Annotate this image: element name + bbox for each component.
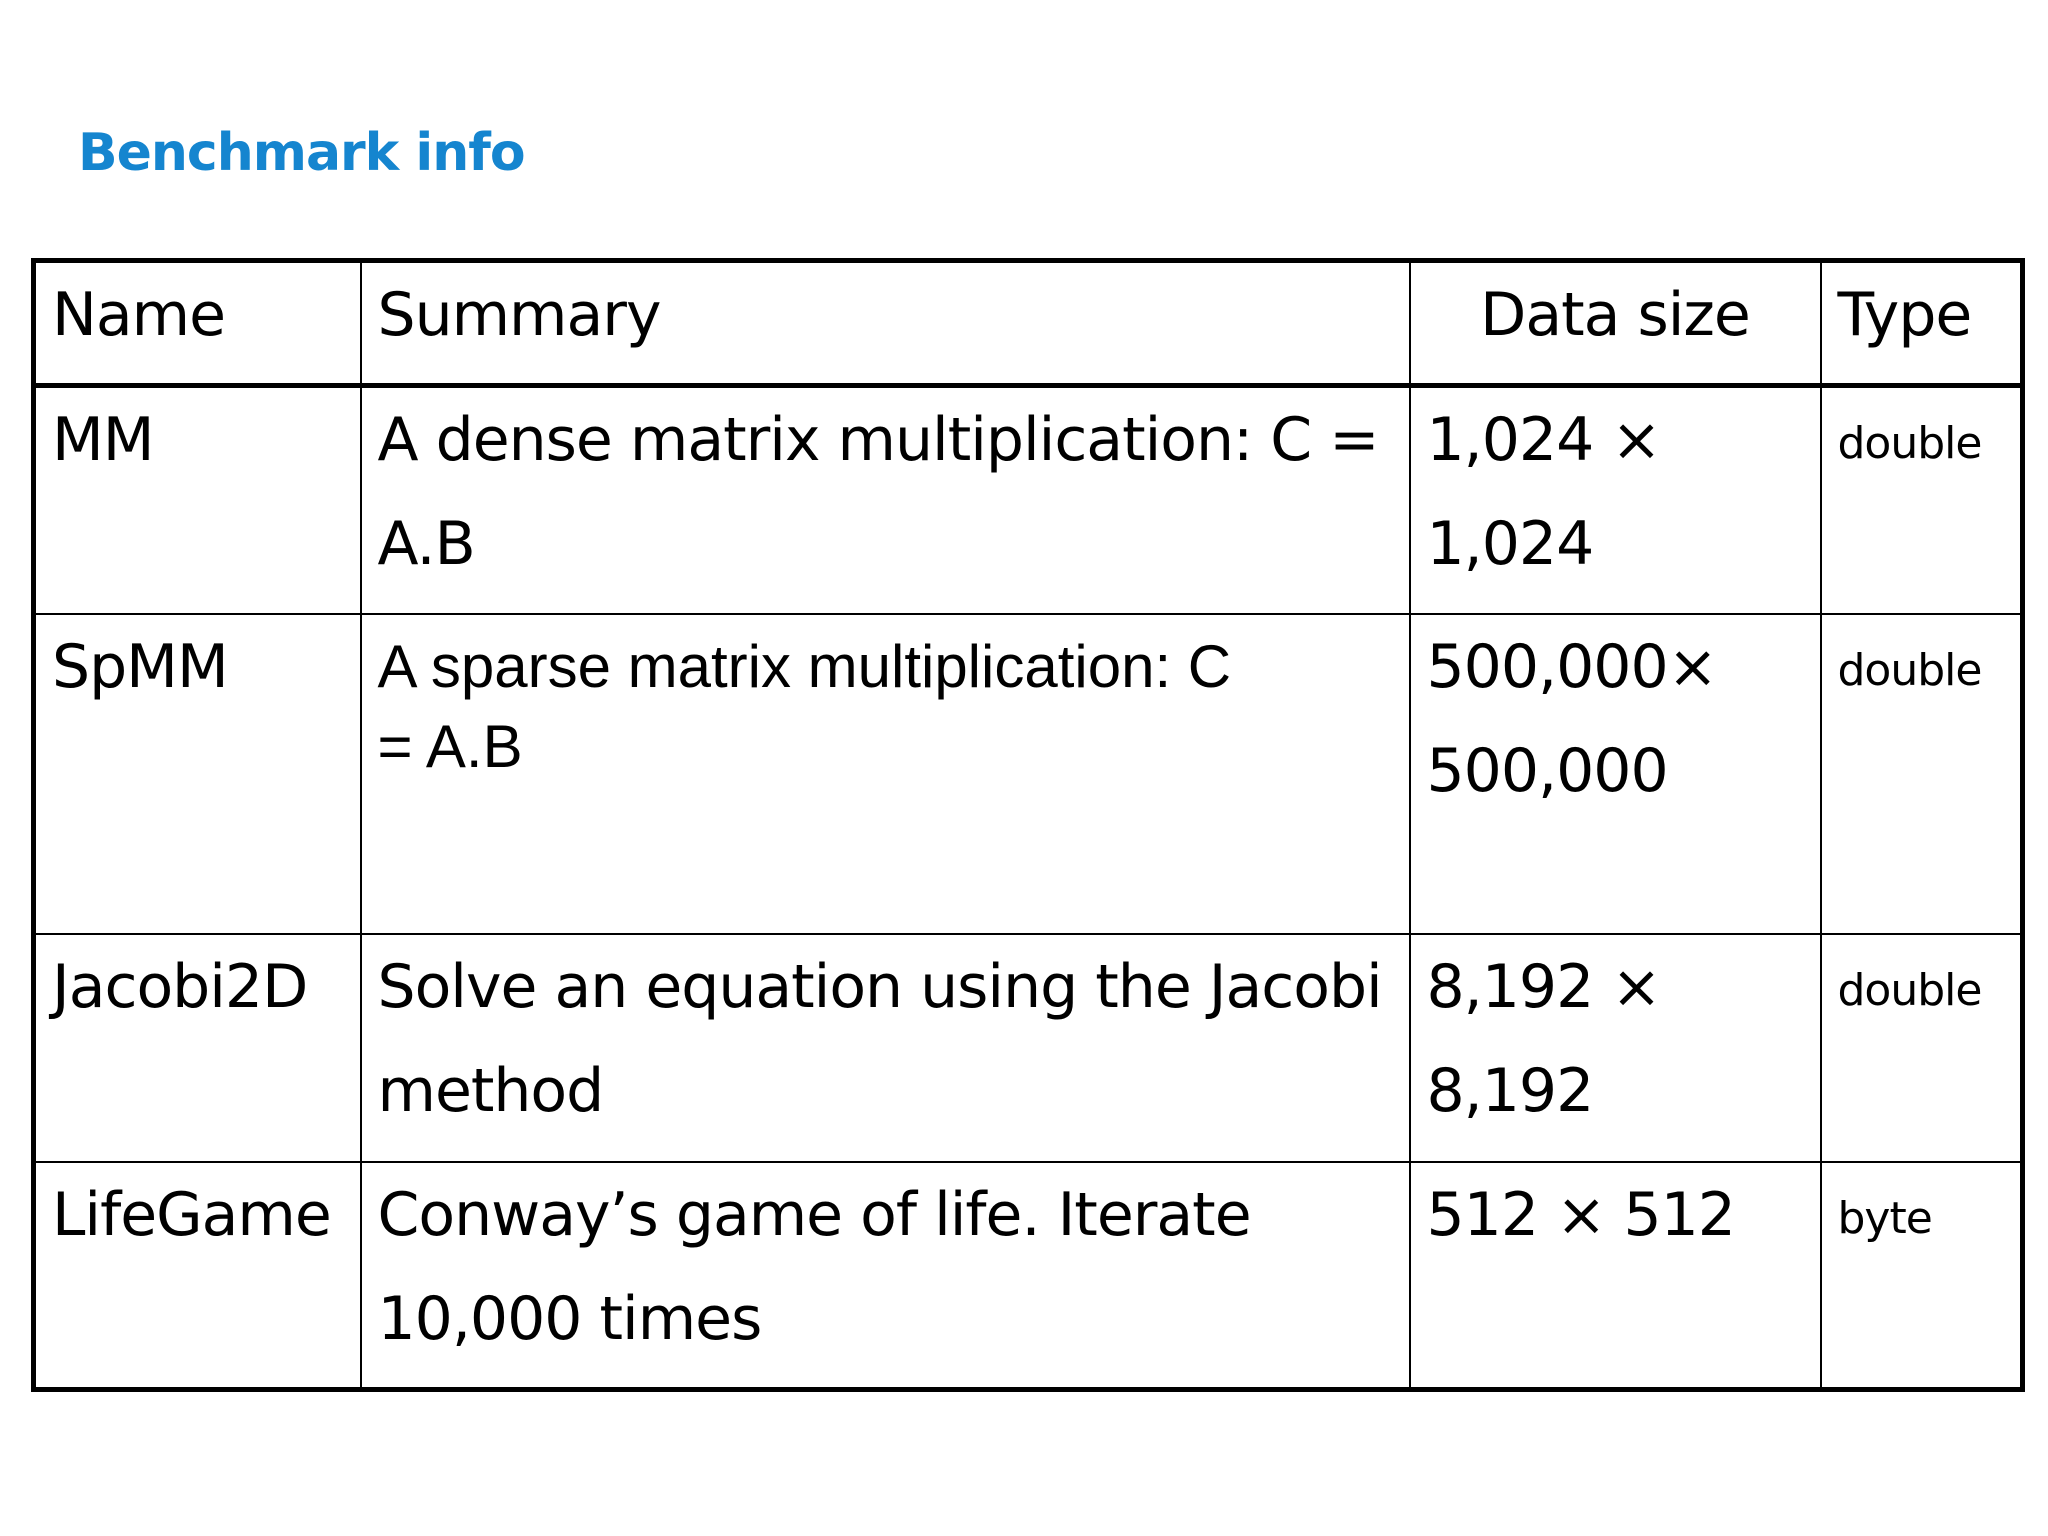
table-row [34, 934, 2023, 1162]
cell-name: Jacobi2D [34, 934, 361, 1162]
table-header-row [34, 261, 2023, 386]
table-row [34, 386, 2023, 614]
header-type: Type [1821, 261, 2023, 386]
cell-summary: Conway’s game of life. Iterate 10,000 times [361, 1162, 1410, 1390]
table-row [34, 1162, 2023, 1390]
cell-data-size: 8,192 × 8,192 [1410, 934, 1821, 1162]
cell-type: byte [1821, 1162, 2023, 1390]
cell-data-size: 512 × 512 [1410, 1162, 1821, 1390]
page-title: Benchmark info [78, 123, 525, 183]
cell-type: double [1821, 614, 2023, 934]
cell-name: LifeGame [34, 1162, 361, 1390]
cell-summary-line: = A.B [377, 712, 523, 780]
cell-data-size: 500,000× 500,000 [1410, 614, 1821, 934]
benchmark-table [31, 258, 2025, 1392]
table-row [34, 614, 2023, 934]
cell-summary-line: A sparse matrix multiplication: C [377, 632, 1232, 700]
cell-summary [361, 614, 1410, 934]
header-data-size: Data size [1410, 261, 1821, 386]
cell-type: double [1821, 934, 2023, 1162]
header-summary: Summary [361, 261, 1410, 386]
cell-summary: Solve an equation using the Jacobi method [361, 934, 1410, 1162]
cell-summary: A dense matrix multiplication: C = A.B [361, 386, 1410, 614]
cell-name: MM [34, 386, 361, 614]
header-name: Name [34, 261, 361, 386]
cell-data-size: 1,024 × 1,024 [1410, 386, 1821, 614]
cell-type: double [1821, 386, 2023, 614]
cell-name: SpMM [34, 614, 361, 934]
